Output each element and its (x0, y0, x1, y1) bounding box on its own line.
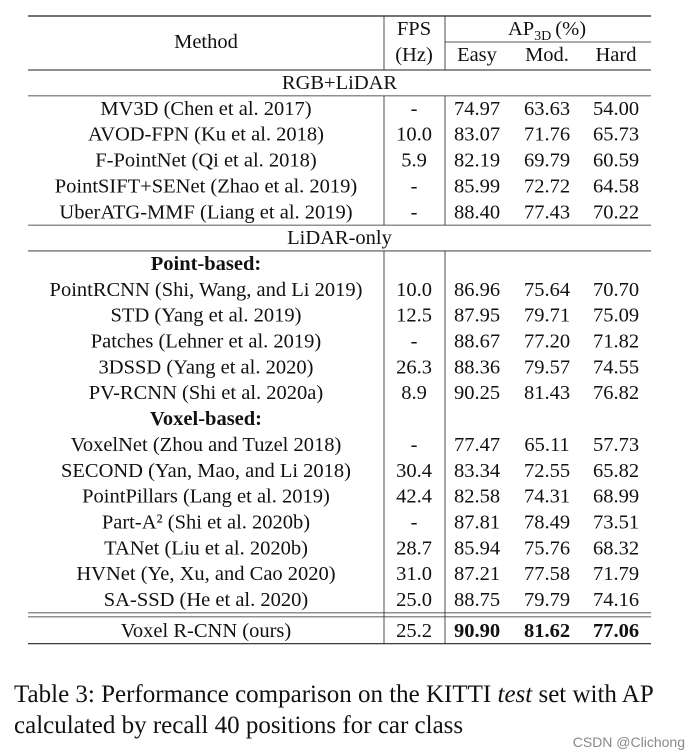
header-ap-subscript: 3D (534, 29, 552, 44)
table-row-fps: 12.5 (396, 304, 432, 327)
table-row-hard: 54.00 (592, 97, 640, 120)
section-subtitle: Point-based: (150, 252, 262, 275)
table-row-method: PointRCNN (Shi, Wang, and Li 2019) (49, 278, 363, 301)
table-row-fps: - (410, 511, 418, 534)
caption-prefix: Table 3: Performance comparison on the KITTI (14, 681, 498, 708)
table-row-easy: 88.75 (453, 589, 501, 611)
table-row-easy: 88.36 (453, 356, 501, 379)
table-row-hard: 68.32 (592, 537, 640, 560)
table-row-method: Part-A² (Shi et al. 2020b) (101, 511, 311, 534)
table-row-method: MV3D (Chen et al. 2017) (100, 97, 312, 120)
table-row-mod: 78.49 (523, 511, 571, 534)
table-row-easy: 88.67 (453, 330, 501, 353)
table-row-easy: 87.21 (453, 563, 501, 586)
ours-row-method: Voxel R-CNN (ours) (120, 619, 292, 642)
table-row-mod: 77.43 (523, 201, 571, 224)
table-row-fps: - (410, 201, 418, 224)
header-easy: Easy (457, 44, 497, 66)
header-ap-unit: (%) (555, 18, 587, 40)
table-row-mod: 81.43 (523, 382, 571, 405)
table-row-fps: 30.4 (396, 459, 432, 482)
table-row-hard: 71.79 (592, 563, 640, 586)
table-row-mod: 75.76 (523, 537, 571, 560)
table-row-method: SA-SSD (He et al. 2020) (103, 589, 309, 611)
ours-row-fps: 25.2 (396, 619, 432, 642)
table-row-mod: 77.20 (523, 330, 571, 353)
table-row-mod: 77.58 (523, 563, 571, 586)
table-row-method: Patches (Lehner et al. 2019) (90, 330, 322, 353)
table-row-method: 3DSSD (Yang et al. 2020) (98, 356, 314, 379)
group-title: RGB+LiDAR (281, 72, 398, 94)
table-row-method: F-PointNet (Qi et al. 2018) (95, 149, 317, 172)
header-mod: Mod. (525, 44, 569, 66)
table-row-easy: 87.81 (453, 511, 501, 534)
table-row-easy: 82.19 (453, 149, 501, 172)
table-row-fps: 31.0 (396, 563, 432, 586)
table-row-fps: 5.9 (401, 149, 427, 172)
table-row-easy: 85.94 (453, 537, 501, 560)
table-row-hard: 70.70 (592, 278, 640, 301)
table-row-hard: 70.22 (592, 201, 640, 224)
table-row-fps: 8.9 (401, 382, 427, 405)
table-row-mod: 79.57 (523, 356, 571, 379)
table-row-easy: 87.95 (453, 304, 501, 327)
table-row-easy: 77.47 (453, 433, 501, 456)
ours-row-easy: 90.90 (453, 619, 501, 642)
table-row-hard: 74.55 (592, 356, 640, 379)
table-row-hard: 75.09 (592, 304, 640, 327)
table-row-fps: - (410, 97, 418, 120)
table-row-mod: 72.72 (523, 175, 571, 198)
header-hard: Hard (595, 44, 637, 66)
table-row-easy: 90.25 (453, 382, 501, 405)
table-row-hard: 64.58 (592, 175, 640, 198)
ours-row-mod: 81.62 (523, 619, 571, 642)
table-row-hard: 73.51 (592, 511, 640, 534)
table-row-hard: 65.73 (592, 123, 640, 146)
table-row-hard: 65.82 (592, 459, 640, 482)
ours-row-hard: 77.06 (592, 619, 640, 642)
table-row-fps: 28.7 (396, 537, 432, 560)
section-subtitle: Voxel-based: (150, 408, 262, 431)
table-row-easy: 82.58 (453, 485, 501, 508)
table-row-hard: 57.73 (592, 433, 640, 456)
table-row-mod: 74.31 (523, 485, 571, 508)
table-row-mod: 71.76 (523, 123, 571, 146)
table-row-mod: 63.63 (523, 97, 571, 120)
table-row-method: SECOND (Yan, Mao, and Li 2018) (60, 459, 352, 482)
table-row-method: VoxelNet (Zhou and Tuzel 2018) (70, 433, 342, 456)
table-row-method: STD (Yang et al. 2019) (110, 304, 302, 327)
caption-italic: test (497, 681, 533, 708)
watermark: CSDN @Clichong (572, 734, 685, 750)
table-row-fps: - (410, 175, 418, 198)
table-row-hard: 60.59 (592, 149, 640, 172)
table-row-easy: 85.99 (453, 175, 501, 198)
table-row-easy: 86.96 (453, 278, 501, 301)
table-row-method: HVNet (Ye, Xu, and Cao 2020) (76, 563, 336, 586)
table-row-fps: - (410, 330, 418, 353)
table-row-fps: 42.4 (396, 485, 432, 508)
table-row-method: AVOD-FPN (Ku et al. 2018) (88, 123, 324, 146)
header-method: Method (174, 31, 238, 53)
table-row-method: PointPillars (Lang et al. 2019) (82, 485, 330, 508)
table-row-easy: 83.07 (453, 123, 501, 146)
table-row-hard: 76.82 (592, 382, 640, 405)
table-row-method: PV-RCNN (Shi et al. 2020a) (88, 382, 324, 405)
header-fps-unit: (Hz) (395, 44, 433, 66)
table-row-easy: 74.97 (453, 97, 501, 120)
table-row-easy: 88.40 (453, 201, 501, 224)
table-row-mod: 79.79 (523, 589, 571, 611)
table-row-easy: 83.34 (453, 459, 501, 482)
table-row-method: PointSIFT+SENet (Zhao et al. 2019) (54, 175, 358, 198)
table-row-fps: - (410, 433, 418, 456)
table-caption (14, 679, 674, 741)
table-row-hard: 74.16 (592, 589, 640, 611)
table-row-method: TANet (Liu et al. 2020b) (104, 537, 308, 560)
caption-suffix: set with AP calculated by recall 40 positions for car class (14, 681, 653, 739)
table-row-hard: 71.82 (592, 330, 640, 353)
header-fps: FPS (396, 18, 432, 40)
table-row-hard: 68.99 (592, 485, 640, 508)
table-row-mod: 69.79 (523, 149, 571, 172)
table-row-method: UberATG-MMF (Liang et al. 2019) (59, 201, 353, 224)
table-row-fps: 10.0 (396, 123, 432, 146)
table-row-mod: 65.11 (524, 433, 570, 456)
table-row-fps: 25.0 (396, 589, 432, 611)
table-row-fps: 26.3 (396, 356, 432, 379)
header-ap3d (508, 18, 586, 44)
group-title: LiDAR-only (287, 227, 392, 250)
header-ap: AP (507, 18, 535, 40)
table-row-mod: 79.71 (523, 304, 571, 327)
table-row-mod: 75.64 (523, 278, 571, 301)
table-row-mod: 72.55 (523, 459, 571, 482)
table-row-fps: 10.0 (396, 278, 432, 301)
